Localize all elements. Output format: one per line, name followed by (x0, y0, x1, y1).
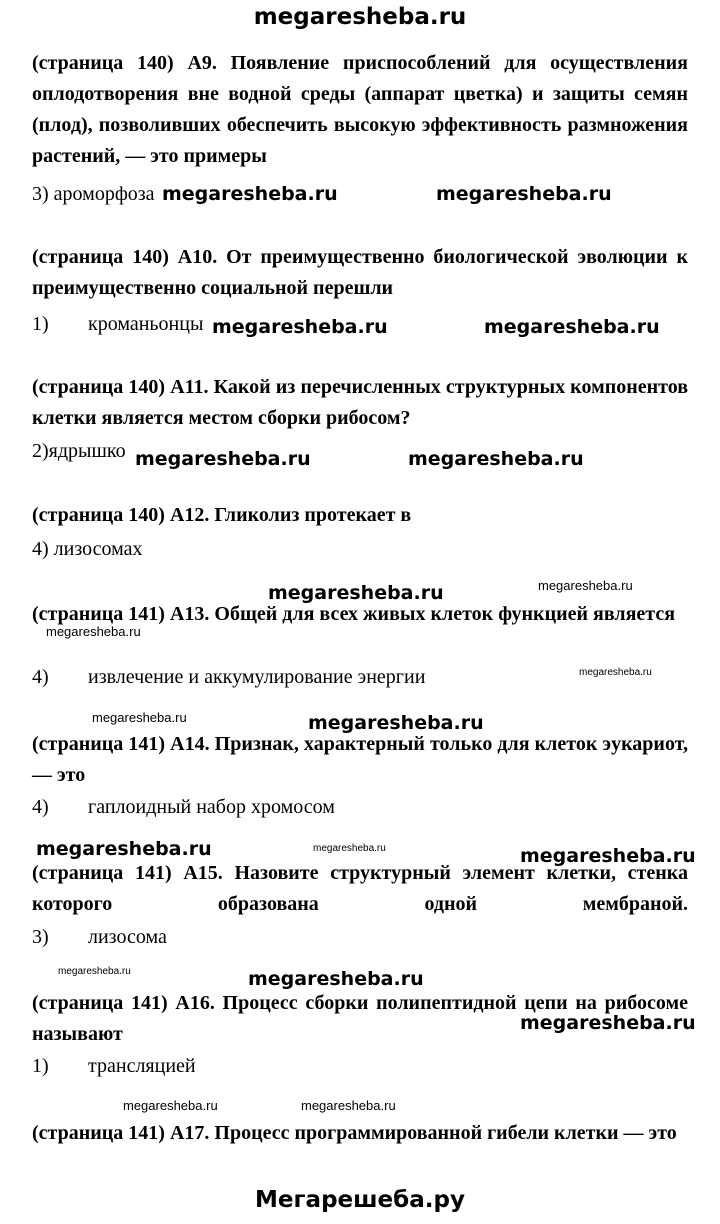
answer-a10 (32, 310, 203, 338)
question-a11: (страница 140) А11. Какой из перечисленных структурных компонентов клетки является местом сборки рибосом? (32, 376, 688, 429)
question-a14: (страница 141) А14. Признак, характерный только для клеток эукариот, — это (32, 733, 688, 786)
question-a17: (страница 141) А17. Процесс программированной гибели клетки — это (32, 1122, 677, 1144)
watermark: megaresheba.ru (308, 712, 484, 734)
watermark: megaresheba.ru (248, 968, 424, 990)
answer-a16 (32, 1052, 196, 1080)
watermark: megaresheba.ru (484, 316, 660, 338)
answer-a12: 4) лизосомах (32, 538, 143, 560)
answer-a14-number: 4) (32, 796, 49, 818)
watermark: megaresheba.ru (135, 448, 311, 470)
watermark: megaresheba.ru (123, 1098, 218, 1113)
watermark: megaresheba.ru (36, 838, 212, 860)
answer-a10-number: 1) (32, 313, 49, 335)
watermark: megaresheba.ru (212, 316, 388, 338)
question-a13: (страница 141) А13. Общей для всех живых клеток функцией является (32, 603, 676, 625)
answer-a15 (32, 923, 167, 951)
answer-a14-text: гаплоидный набор хромосом (88, 796, 335, 818)
answer-a13 (32, 663, 425, 691)
answer-a16-text: трансляцией (88, 1055, 196, 1077)
watermark: megaresheba.ru (92, 710, 187, 725)
watermark: megaresheba.ru (268, 582, 444, 604)
question-a12: (страница 140) А12. Гликолиз протекает в (32, 504, 412, 526)
answer-a14 (32, 793, 335, 821)
watermark: megaresheba.ru (520, 845, 696, 867)
watermark: megaresheba.ru (538, 578, 633, 593)
question-a15: (страница 141) А15. Назовите структурный элемент клетки, стенка которого образована одной мембраной. (32, 862, 688, 915)
answer-a9: 3) ароморфоза (32, 183, 155, 205)
watermark: megaresheba.ru (313, 843, 386, 854)
answer-a15-number: 3) (32, 926, 49, 948)
site-footer: Мегарешеба.ру (255, 1187, 465, 1213)
answer-a13-text: извлечение и аккумулирование энергии (88, 666, 426, 688)
watermark: megaresheba.ru (408, 448, 584, 470)
answer-a11: 2)ядрышко (32, 440, 126, 462)
watermark: megaresheba.ru (58, 966, 131, 977)
question-a16: (страница 141) А16. Процесс сборки полипептидной цепи на рибосоме называют (32, 992, 688, 1045)
watermark: megaresheba.ru (301, 1098, 396, 1113)
watermark: megaresheba.ru (579, 667, 652, 678)
watermark: megaresheba.ru (162, 183, 338, 205)
question-a10: (страница 140) А10. От преимущественно биологической эволюции к преимущественно социальной перешли (32, 246, 688, 299)
watermark: megaresheba.ru (46, 624, 141, 639)
answer-a15-text: лизосома (88, 926, 167, 948)
watermark: megaresheba.ru (520, 1012, 696, 1034)
question-a9: (страница 140) А9. Появление приспособлений для осуществления оплодотворения вне водной среды (аппарат цветка) и защиты семян (плод), позволивших обеспечить высокую эффективность размножения растений, — это примеры (32, 52, 688, 167)
answer-a10-text: кроманьонцы (88, 313, 204, 335)
site-header: megaresheba.ru (253, 4, 467, 30)
watermark: megaresheba.ru (436, 183, 612, 205)
answer-a13-number: 4) (32, 666, 49, 688)
answer-a16-number: 1) (32, 1055, 49, 1077)
